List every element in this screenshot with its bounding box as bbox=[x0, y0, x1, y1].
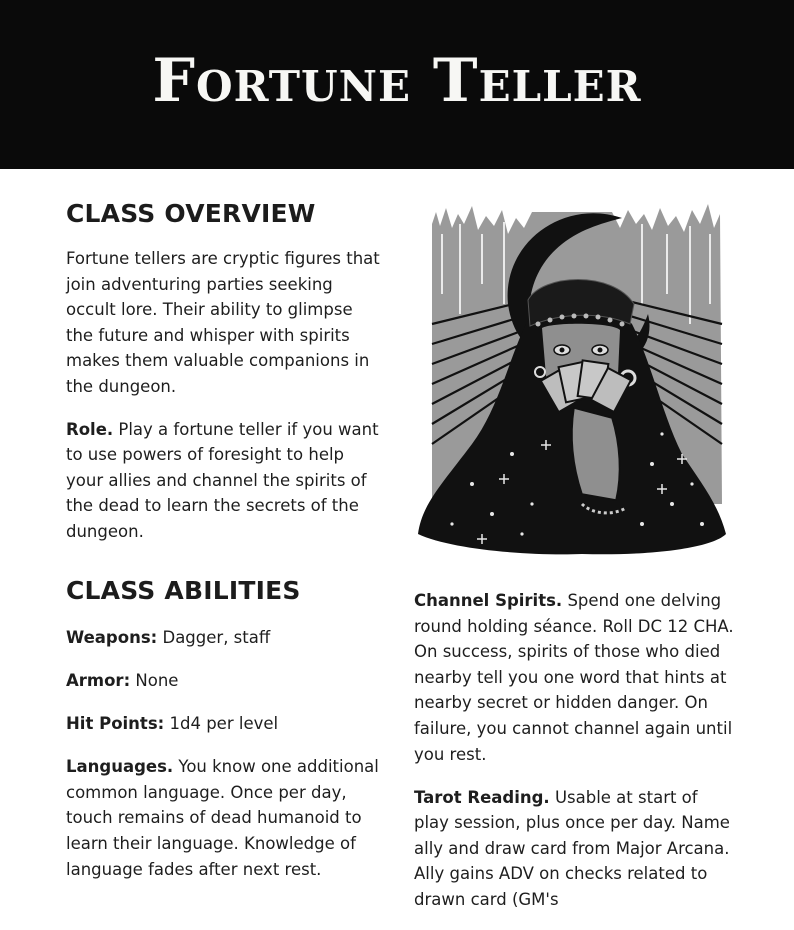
class-abilities-right bbox=[414, 588, 734, 930]
role-text: Play a fortune teller if you want to use powers of foresight to help your allies and channel the spirits of the dead to learn the secrets of the dungeon. bbox=[66, 419, 379, 541]
ability-label: Armor: bbox=[66, 671, 131, 691]
ability-text: None bbox=[130, 671, 179, 691]
ability-text: You know one additional common language. Once per day, touch remains of dead humanoid to learn their language. Knowledge of language fades after next rest. bbox=[66, 757, 379, 879]
class-overview-heading: CLASS OVERVIEW bbox=[66, 199, 316, 228]
ability-label: Hit Points: bbox=[66, 714, 165, 734]
ability-armor bbox=[66, 668, 384, 694]
ability-label: Weapons: bbox=[66, 628, 158, 647]
ability-languages bbox=[66, 754, 384, 882]
ability-text: 1d4 per level bbox=[164, 714, 279, 734]
ability-text: Spend one delving round holding séance. Roll DC 12 CHA. On success, spirits of those who died nearby tell you one word that hints at nearby secret or hidden danger. On failure, you cannot channel again until you rest. bbox=[414, 591, 734, 764]
class-abilities-heading: CLASS ABILITIES bbox=[66, 576, 301, 605]
ability-weapons bbox=[66, 625, 384, 651]
ability-hit-points bbox=[66, 711, 384, 737]
role-label: Role. bbox=[66, 419, 114, 439]
class-abilities-left bbox=[66, 625, 384, 900]
fortune-teller-illustration bbox=[412, 204, 728, 556]
ability-text: Dagger, staff bbox=[157, 628, 271, 647]
role-paragraph bbox=[66, 417, 384, 545]
ability-tarot-reading bbox=[414, 785, 734, 913]
ability-label: Channel Spirits. bbox=[414, 591, 563, 610]
ability-label: Tarot Reading. bbox=[414, 787, 550, 807]
page-title: Fortune Teller bbox=[152, 45, 642, 116]
ability-label: Languages. bbox=[66, 757, 174, 777]
class-overview-section bbox=[66, 198, 384, 545]
overview-intro: Fortune tellers are cryptic figures that join adventuring parties seeking occult lore. Their ability to glimpse the future and whisper with spirits makes them valuable companions in the dungeon. bbox=[66, 249, 380, 396]
ability-channel-spirits bbox=[414, 588, 734, 767]
ability-text: Usable at start of play session, plus once per day. Name ally and draw card from Major Arcana. Ally gains ADV on checks related to drawn card (GM's bbox=[414, 787, 730, 910]
title-banner bbox=[0, 0, 794, 169]
